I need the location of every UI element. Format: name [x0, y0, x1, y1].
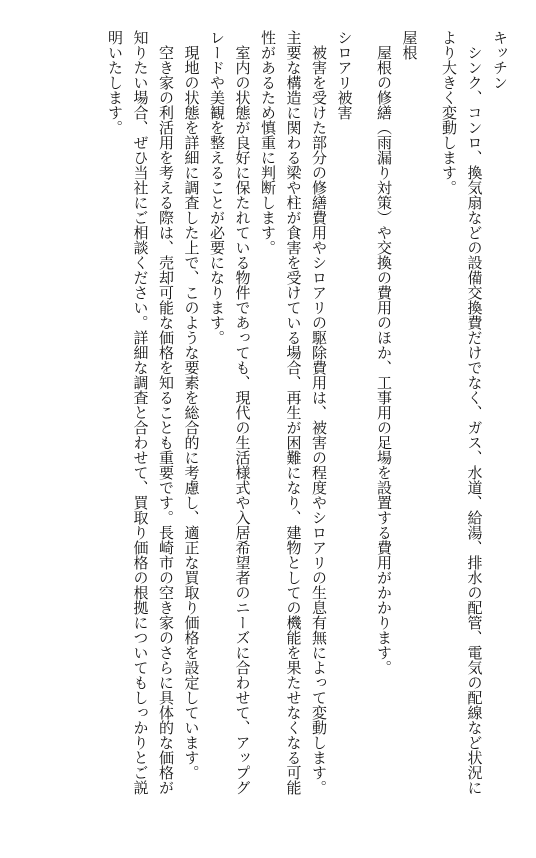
- section-heading-roof: 屋根: [400, 30, 419, 60]
- paragraph-line: より大きく変動します。: [440, 30, 458, 195]
- paragraph-line: 屋根の修繕（雨漏り対策）や交換の費用のほか、工事用の足場を設置する費用がかかります。: [375, 45, 393, 675]
- paragraph-line: 被害を受けた部分の修繕費用やシロアリの駆除費用は、被害の程度やシロアリの生息有無によって変動します。: [310, 45, 328, 795]
- paragraph-line: 現地の状態を詳細に調査した上で、このような要素を総合的に考慮し、適正な買取り価格を設定しています。: [182, 45, 201, 780]
- paragraph-line: 空き家の利活用を考える際は、売却可能な価格を知ることも重要です。長崎市の空き家のさらに具体的な価格が: [157, 45, 175, 795]
- section-heading-kitchen: キッチン: [491, 30, 509, 90]
- section-heading-termite: シロアリ被害: [335, 30, 354, 120]
- paragraph-line: 室内の状態が良好に保たれている物件であっても、現代の生活様式や入居希望者のニーズに合わせて、アップグ: [233, 45, 252, 795]
- paragraph-line: 知りたい場合、ぜひ当社にご相談ください。詳細な調査と合わせて、買取り価格の根拠についてもしっかりとご説: [131, 30, 150, 795]
- paragraph-line: 性があるため慎重に判断します。: [259, 30, 277, 255]
- paragraph-line: レードや美観を整えることが必要になります。: [208, 30, 226, 345]
- paragraph-line: 主要な構造に関わる梁や柱が食害を受けている場合、再生が困難になり、建物としての機能を果たせなくなる可能: [284, 30, 303, 795]
- paragraph-line: シンク、コンロ、換気扇などの設備交換費だけでなく、ガス、水道、給湯、排水の配管、電気の配線など状況に: [465, 45, 484, 795]
- paragraph-line: 明いたします。: [106, 30, 124, 135]
